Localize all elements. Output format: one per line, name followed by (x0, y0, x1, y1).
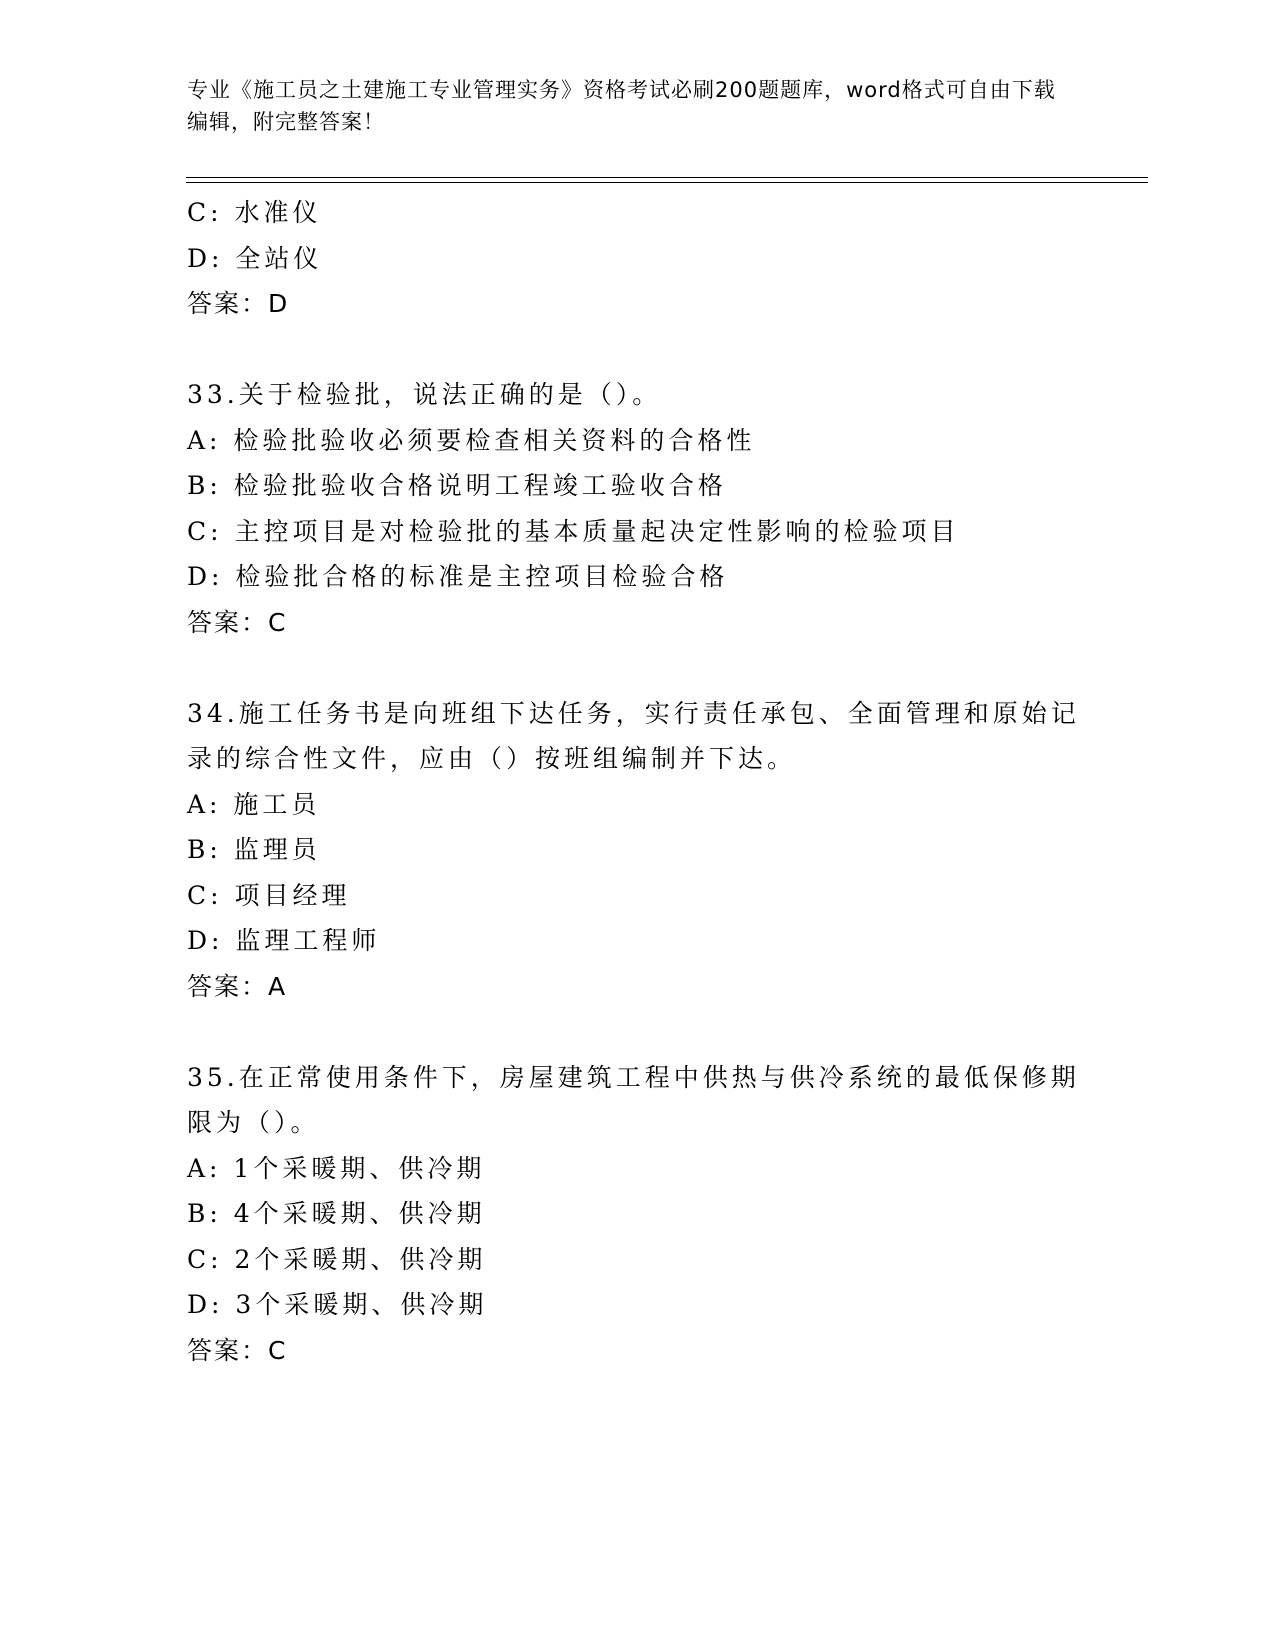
option-a: A: 检验批验收必须要检查相关资料的合格性 (187, 425, 756, 455)
answer-line: 答案：C (187, 1335, 288, 1365)
option-d: D: 全站仪 (187, 243, 323, 273)
option-b: B: 4个采暖期、供冷期 (187, 1199, 486, 1228)
option-c: C: 2个采暖期、供冷期 (187, 1244, 487, 1274)
answer-line: 答案：C (187, 607, 288, 637)
option-d: D: 检验批合格的标准是主控项目检验合格 (187, 562, 729, 591)
option-c: C: 项目经理 (187, 880, 351, 910)
question-text: 33.关于检验批，说法正确的是（）。 (187, 380, 662, 409)
document-header (187, 74, 1067, 138)
question-35 (187, 1055, 1087, 1374)
question-text-line-2: 限为（）。 (187, 1108, 320, 1137)
question-text-line-1: 35.在正常使用条件下，房屋建筑工程中供热与供冷系统的最低保修期 (187, 1062, 1080, 1092)
spacer (187, 1009, 1087, 1055)
answer-line: 答案：A (187, 971, 288, 1001)
header-divider-top (186, 177, 1148, 178)
option-b: B: 检验批验收合格说明工程竣工验收合格 (187, 471, 727, 500)
option-d: D: 3个采暖期、供冷期 (187, 1290, 488, 1319)
question-32-continued (187, 190, 1087, 327)
question-33 (187, 372, 1087, 645)
question-text-line-1: 34.施工任务书是向班组下达任务，实行责任承包、全面管理和原始记 (187, 698, 1080, 728)
answer-line: 答案：D (187, 289, 290, 318)
question-34 (187, 691, 1087, 1010)
spacer (187, 327, 1087, 373)
question-list (187, 190, 1087, 1373)
option-d: D: 监理工程师 (187, 926, 381, 955)
option-c: C: 水准仪 (187, 198, 322, 227)
option-a: A: 施工员 (187, 789, 321, 819)
option-c: C: 主控项目是对检验批的基本质量起决定性影响的检验项目 (187, 516, 960, 546)
spacer (187, 645, 1087, 691)
option-a: A: 1个采暖期、供冷期 (187, 1153, 486, 1183)
header-divider-bottom (186, 182, 1148, 183)
document-title: 专业《施工员之土建施工专业管理实务》资格考试必刷200题题库，word格式可自由下载编辑，附完整答案！ (187, 78, 1056, 134)
option-b: B: 监理员 (187, 835, 321, 864)
question-text-line-2: 录的综合性文件，应由（）按班组编制并下达。 (187, 744, 797, 773)
